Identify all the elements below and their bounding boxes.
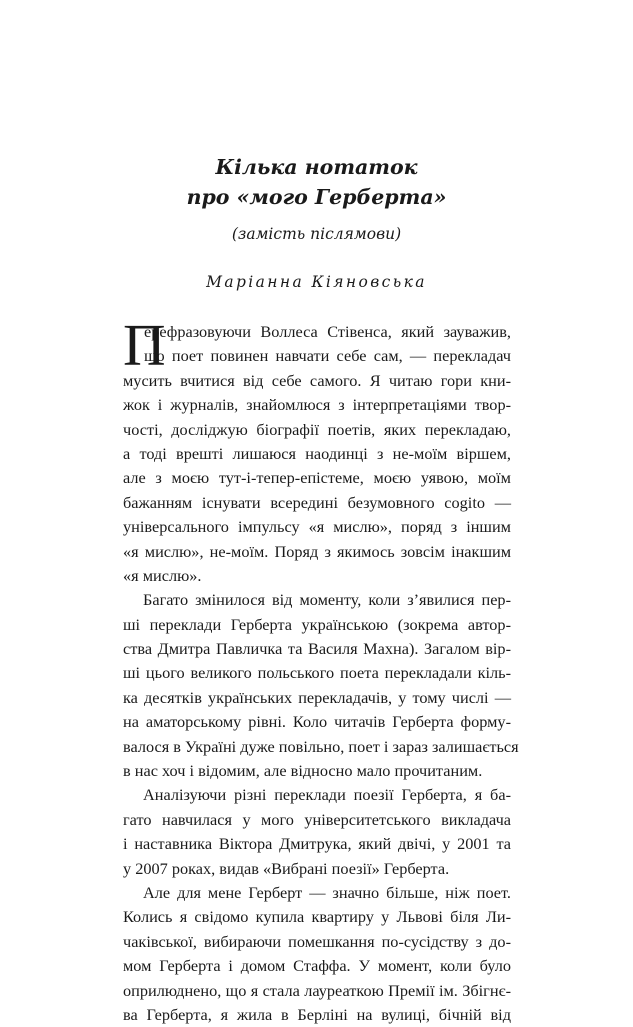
text-line: оприлюднено, що я стала лауреаткою Премії ім. Збігнє- xyxy=(123,980,511,1000)
text-line: універсального імпульсу «я мислю», поряд з іншим xyxy=(123,517,511,537)
text-line: і наставника Віктора Дмитрука, який двічі, у 2001 та xyxy=(123,834,511,854)
paragraph-3 xyxy=(123,783,511,881)
text-line: валося в Україні дуже повільно, поет і зараз залишається xyxy=(123,736,519,756)
text-line: чаківської, вибираючи помешкання по-сусідству з до- xyxy=(123,931,511,951)
chapter-title-line-2: про «мого Герберта» xyxy=(186,185,447,209)
text-line: ші переклади Герберта українською (зокрема автор- xyxy=(123,614,511,634)
drop-cap-letter: П xyxy=(123,312,166,378)
text-line: ерефразовуючи Воллеса Стівенса, який зауважив, xyxy=(144,322,511,341)
text-line: Але для мене Герберт — значно більше, ніж поет. xyxy=(143,882,511,902)
text-line: «я мислю». xyxy=(123,565,202,585)
chapter-subtitle: (замість післямови) xyxy=(231,225,402,243)
text-line: бажанням існувати всередині безумовного cogito — xyxy=(123,492,511,512)
text-line: Аналізуючи різні переклади поезії Герберта, я ба- xyxy=(143,785,511,805)
text-line: що поет повинен навчати себе сам, — перекладач xyxy=(144,346,511,366)
paragraph-1 xyxy=(123,312,511,588)
text-line: ка десятків українських перекладачів, у тому числі — xyxy=(123,687,511,707)
paragraph-2 xyxy=(123,588,519,783)
text-line: у 2007 роках, видав «Вибрані поезії» Герберта. xyxy=(123,858,450,878)
text-line: «я мислю», не-моїм. Поряд з якимось зовсім інакшим xyxy=(123,541,511,561)
text-line: ства Дмитра Павличка та Василя Махна). Загалом вір- xyxy=(123,639,511,659)
text-line: Багато змінилося від моменту, коли з’явилися пер- xyxy=(143,590,511,610)
text-line: чості, досліджую біографії поетів, яких перекладаю, xyxy=(123,419,511,439)
text-line: в нас хоч і відомим, але відносно мало прочитаним. xyxy=(123,761,483,781)
text-line: гато навчилася у мого університетського викладача xyxy=(123,809,511,829)
text-line: жок і журналів, знайомлюся з інтерпретаціями твор- xyxy=(123,395,511,415)
text-line: мусить вчитися від себе самого. Я читаю гори кни- xyxy=(123,370,511,390)
body-text xyxy=(123,312,519,1027)
author-name: Маріанна Кіяновська xyxy=(206,273,427,291)
text-line: а тоді врешті лишаюся наодинці з не-моїм віршем, xyxy=(123,443,511,463)
text-line: але з моєю тут-і-тепер-епістеме, моєю уявою, моїм xyxy=(123,468,511,488)
paragraph-4 xyxy=(123,881,511,1027)
text-line: Колись я свідомо купила квартиру у Львові біля Ли- xyxy=(123,907,511,927)
text-line: ва Герберта, я жила в Берліні на вулиці, бічній від xyxy=(123,1004,511,1024)
text-line: на аматорському рівні. Коло читачів Герберта форму- xyxy=(123,712,511,732)
text-line: мом Герберта і домом Стаффа. У момент, коли було xyxy=(123,956,511,976)
text-line: ші цього великого польського поета перекладали кіль- xyxy=(123,663,511,683)
chapter-title xyxy=(0,152,633,212)
chapter-title-line-1: Кілька нотаток xyxy=(215,155,418,179)
